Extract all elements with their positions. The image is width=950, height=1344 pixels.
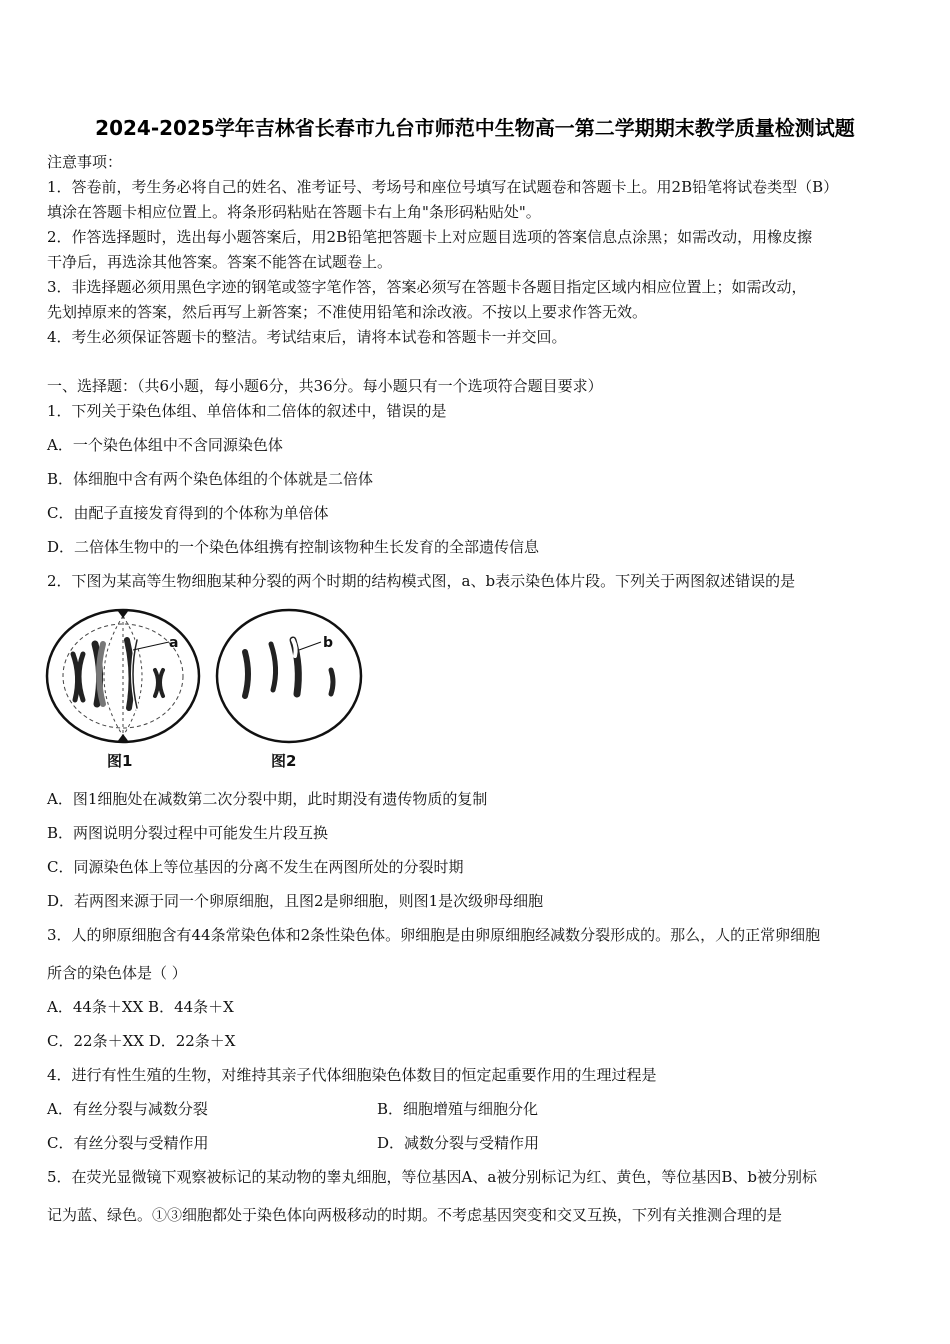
- question-4-option-d: D．减数分裂与受精作用: [377, 1134, 540, 1152]
- notice-line: 填涂在答题卡相应位置上。将条形码粘贴在答题卡右上角"条形码粘贴处"。: [47, 203, 541, 221]
- notice-line: 1．答卷前，考生务必将自己的姓名、准考证号、考场号和座位号填写在试题卷和答题卡上。用2B铅笔将试卷类型（B）: [47, 178, 839, 196]
- question-1-stem: 1．下列关于染色体组、单倍体和二倍体的叙述中，错误的是: [47, 402, 447, 420]
- question-3-options-cd: C．22条＋XX D．22条＋X: [47, 1032, 236, 1050]
- question-4-option-c: C．有丝分裂与受精作用: [47, 1134, 209, 1152]
- question-1-option-d: D．二倍体生物中的一个染色体组携有控制该物种生长发育的全部遗传信息: [47, 538, 540, 556]
- section-heading: 一、选择题：（共6小题，每小题6分，共36分。每小题只有一个选项符合题目要求）: [47, 377, 603, 395]
- notice-heading: 注意事项：: [47, 153, 123, 171]
- figure-1-cell: [47, 610, 199, 742]
- cell-division-figure: [45, 604, 365, 774]
- question-5-stem: 5．在荧光显微镜下观察被标记的某动物的睾丸细胞，等位基因A、a被分别标记为红、黄色，等位基因B、b被分别标: [47, 1168, 817, 1186]
- label-a: a: [169, 635, 179, 651]
- figure-1-label: 图1: [107, 752, 133, 770]
- figure-2-cell: [217, 610, 361, 742]
- question-1-option-a: A．一个染色体组中不含同源染色体: [47, 436, 283, 454]
- question-2-option-c: C．同源染色体上等位基因的分离不发生在两图所处的分裂时期: [47, 858, 464, 876]
- notice-line: 干净后，再选涂其他答案。答案不能答在试题卷上。: [47, 253, 393, 271]
- question-2-stem: 2．下图为某高等生物细胞某种分裂的两个时期的结构模式图，a、b表示染色体片段。下列关于两图叙述错误的是: [47, 572, 796, 590]
- question-1-option-b: B．体细胞中含有两个染色体组的个体就是二倍体: [47, 470, 374, 488]
- question-5-stem-continued: 记为蓝、绿色。①③细胞都处于染色体向两极移动的时期。不考虑基因突变和交叉互换，下列有关推测合理的是: [47, 1206, 783, 1224]
- figure-2-label: 图2: [271, 752, 297, 770]
- notice-line: 先划掉原来的答案，然后再写上新答案；不准使用铅笔和涂改液。不按以上要求作答无效。: [47, 303, 648, 321]
- page-title: 2024-2025学年吉林省长春市九台市师范中生物高一第二学期期末教学质量检测试题: [95, 116, 855, 140]
- notice-line: 4．考生必须保证答题卡的整洁。考试结束后，请将本试卷和答题卡一并交回。: [47, 328, 567, 346]
- question-2-option-b: B．两图说明分裂过程中可能发生片段互换: [47, 824, 329, 842]
- notice-line: 2．作答选择题时，选出每小题答案后，用2B铅笔把答题卡上对应题目选项的答案信息点涂黑；如需改动，用橡皮擦: [47, 228, 813, 246]
- question-3-stem-continued: 所含的染色体是（ ）: [47, 964, 187, 982]
- question-4-option-b: B．细胞增殖与细胞分化: [377, 1100, 539, 1118]
- question-2-option-a: A．图1细胞处在减数第二次分裂中期，此时期没有遗传物质的复制: [47, 790, 488, 808]
- label-b: b: [323, 635, 334, 651]
- question-4-option-a: A．有丝分裂与减数分裂: [47, 1100, 208, 1118]
- question-2-option-d: D．若两图来源于同一个卵原细胞，且图2是卵细胞，则图1是次级卵母细胞: [47, 892, 544, 910]
- question-1-option-c: C．由配子直接发育得到的个体称为单倍体: [47, 504, 329, 522]
- question-3-stem: 3．人的卵原细胞含有44条常染色体和2条性染色体。卵细胞是由卵原细胞经减数分裂形成的。那么，人的正常卵细胞: [47, 926, 821, 944]
- question-4-stem: 4．进行有性生殖的生物，对维持其亲子代体细胞染色体数目的恒定起重要作用的生理过程是: [47, 1066, 657, 1084]
- question-3-options-ab: A．44条＋XX B．44条＋X: [47, 998, 234, 1016]
- notice-line: 3．非选择题必须用黑色字迹的钢笔或签字笔作答，答案必须写在答题卡各题目指定区域内相应位置上；如需改动，: [47, 278, 807, 296]
